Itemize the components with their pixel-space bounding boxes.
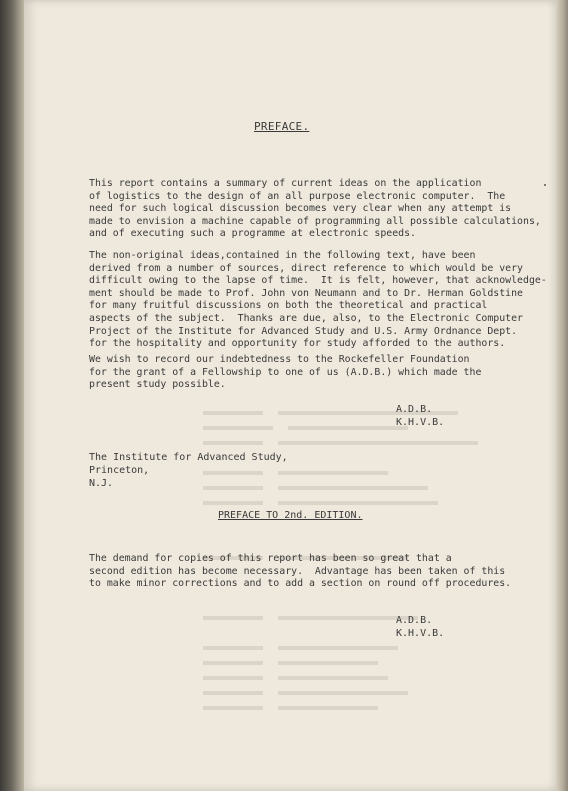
preface-2nd-edition-signature: A.D.B. K.H.V.B.	[396, 615, 445, 639]
document-page	[24, 0, 556, 791]
ink-speck	[544, 184, 546, 186]
book-binding	[0, 0, 26, 791]
preface-title: PREFACE.	[254, 120, 310, 133]
institute-address: The Institute for Advanced Study, Princeton, N.J.	[89, 452, 288, 489]
preface-2nd-edition-title: PREFACE TO 2nd. EDITION.	[218, 510, 363, 521]
preface-paragraph-2: The non-original ideas,contained in the following text, have been derived from a number of sources, direct reference to which would be very difficult owing to the lapse of time. It is felt, however, that acknowledge- ment should be made to Prof. John von Neumann and to Dr. Herman Goldstine for many fruitful discussions on both the theoretical and practical aspects of the subject. Thanks are due, also, to the Electronic Computer Project of the Institute for Advanced Study and U.S. Army Ordnance Dept. for the hospitality and opportunity for study afforded to the authors.	[89, 250, 547, 350]
preface-paragraph-1: This report contains a summary of current ideas on the application of logistics to the design of an all purpose electronic computer. The need for such logical discussion becomes very clear when any attempt is made to envision a machine capable of programming all possible calculations, and of executing such a programme at electronic speeds.	[89, 178, 541, 240]
preface-2nd-edition-paragraph: The demand for copies of this report has been so great that a second edition has become necessary. Advantage has been taken of this to make minor corrections and to add a section on round off procedures.	[89, 553, 512, 590]
preface-paragraph-3: We wish to record our indebtedness to the Rockefeller Foundation for the grant of a Fellowship to one of us (A.D.B.) which made the present study possible.	[89, 354, 482, 391]
page-edge	[556, 0, 568, 791]
preface-signature: A.D.B. K.H.V.B.	[396, 404, 445, 428]
